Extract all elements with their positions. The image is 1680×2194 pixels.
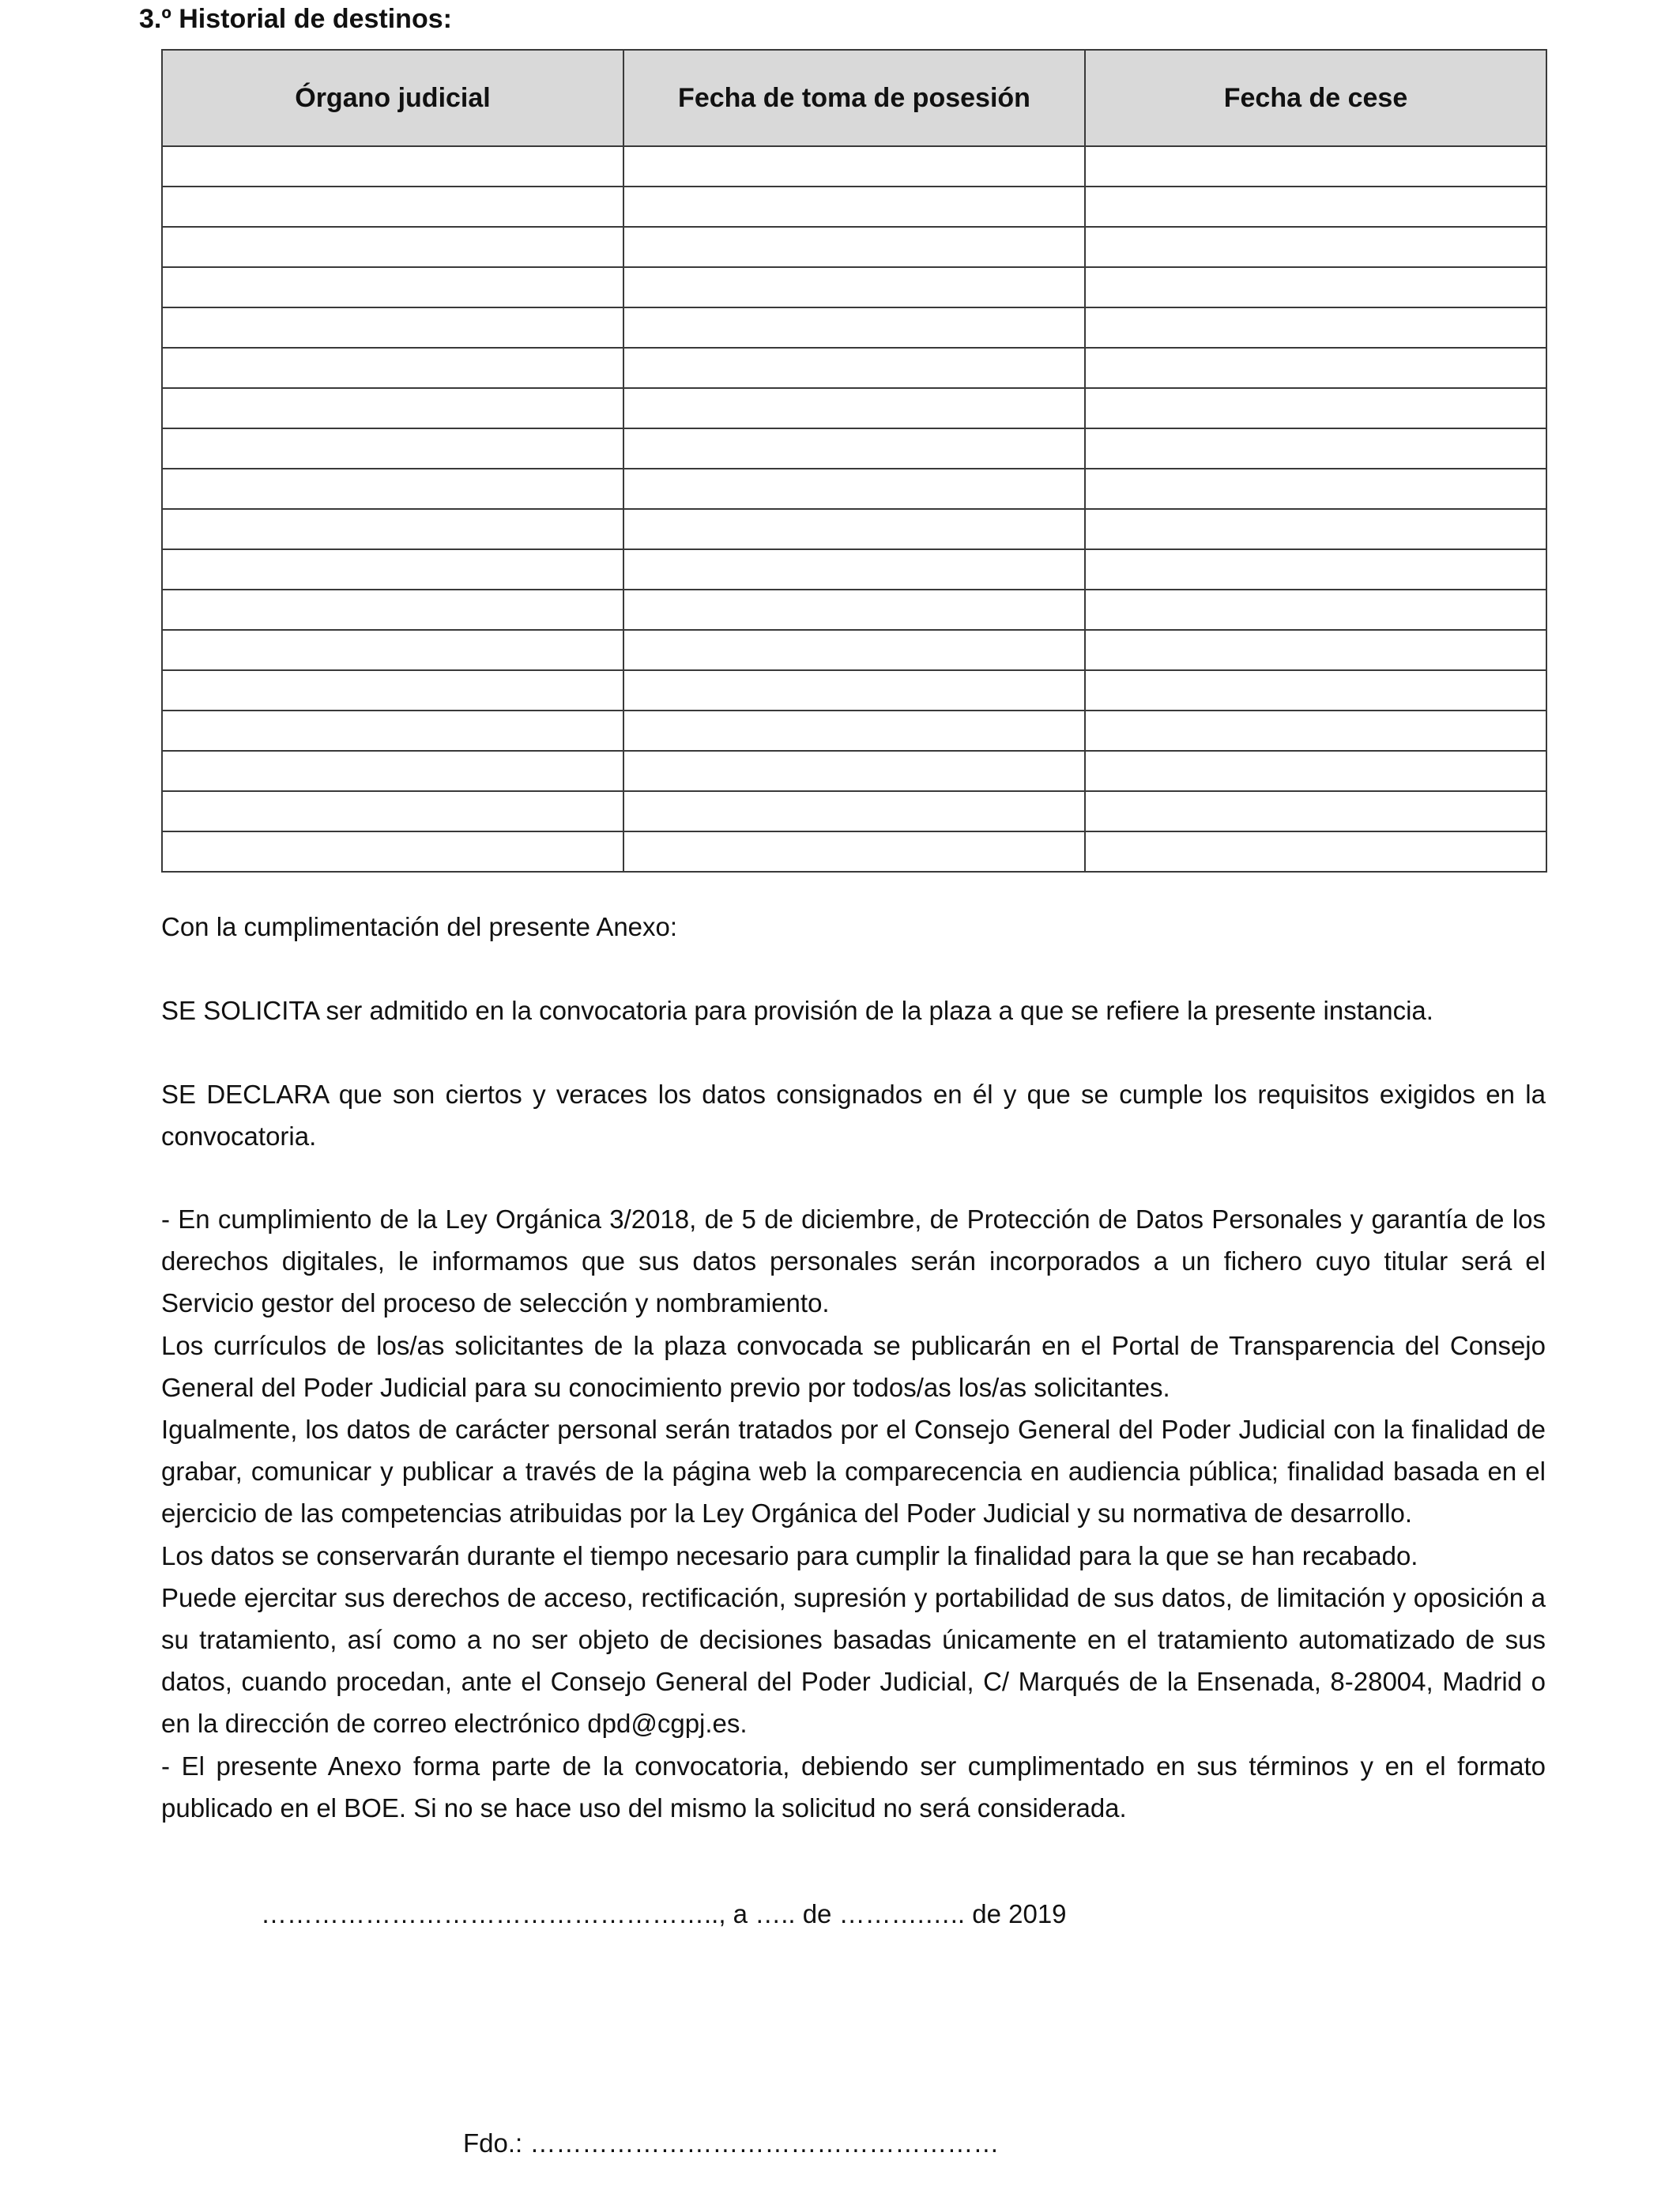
cell-fecha-cese [1085, 469, 1546, 509]
cell-fecha-cese [1085, 791, 1546, 831]
cell-fecha-toma-posesion [623, 751, 1085, 791]
cell-fecha-toma-posesion [623, 590, 1085, 630]
date-line: …………………………………………….., a ….. de ……….….. de 2019 [261, 1899, 1067, 1928]
table-row [162, 549, 1546, 590]
solicita-paragraph: SE SOLICITA ser admitido en la convocatoria para provisión de la plaza a que se refiere la presente instancia. [161, 996, 1433, 1025]
cell-fecha-cese [1085, 307, 1546, 348]
cell-fecha-cese [1085, 428, 1546, 469]
cell-fecha-toma-posesion [623, 388, 1085, 428]
cell-organo-judicial [162, 348, 623, 388]
cell-fecha-cese [1085, 831, 1546, 872]
cell-organo-judicial [162, 590, 623, 630]
privacy-paragraph: - En cumplimiento de la Ley Orgánica 3/2018, de 5 de diciembre, de Protección de Datos Personales y garantía de los derechos digitales, le informamos que sus datos personales serán incorporados a un fichero cuyo titular será el Servicio gestor del proceso de selección y nombramiento. [161, 1204, 1546, 1318]
cell-fecha-toma-posesion [623, 549, 1085, 590]
cell-fecha-cese [1085, 549, 1546, 590]
cell-fecha-toma-posesion [623, 509, 1085, 549]
cell-fecha-toma-posesion [623, 428, 1085, 469]
table-row [162, 670, 1546, 711]
cell-fecha-toma-posesion [623, 146, 1085, 187]
cell-fecha-cese [1085, 388, 1546, 428]
cell-organo-judicial [162, 307, 623, 348]
cell-organo-judicial [162, 791, 623, 831]
cell-organo-judicial [162, 227, 623, 267]
header-fecha-cese: Fecha de cese [1085, 50, 1546, 146]
cell-organo-judicial [162, 630, 623, 670]
cell-organo-judicial [162, 670, 623, 711]
cell-fecha-cese [1085, 670, 1546, 711]
cell-organo-judicial [162, 711, 623, 751]
cell-fecha-toma-posesion [623, 307, 1085, 348]
cell-fecha-cese [1085, 751, 1546, 791]
table-row [162, 711, 1546, 751]
cell-fecha-cese [1085, 590, 1546, 630]
cell-fecha-cese [1085, 227, 1546, 267]
cell-fecha-cese [1085, 711, 1546, 751]
cell-fecha-toma-posesion [623, 267, 1085, 307]
table-row [162, 267, 1546, 307]
table-header-row [162, 50, 1546, 146]
cell-fecha-cese [1085, 348, 1546, 388]
table-row [162, 630, 1546, 670]
privacy-paragraph: Los currículos de los/as solicitantes de la plaza convocada se publicarán en el Portal de Transparencia del Consejo General del Poder Judicial para su conocimiento previo por todos/as los/as solicitantes. [161, 1330, 1546, 1402]
table-body [162, 146, 1546, 872]
section-title: 3.º Historial de destinos: [139, 4, 452, 34]
table-row [162, 509, 1546, 549]
cell-organo-judicial [162, 549, 623, 590]
cell-fecha-toma-posesion [623, 630, 1085, 670]
privacy-paragraph: Igualmente, los datos de carácter personal serán tratados por el Consejo General del Poder Judicial con la finalidad de grabar, comunicar y publicar a través de la página web la comparecencia en audiencia pública; finalidad basada en el ejercicio de las competencias atribuidas por la Ley Orgánica del Poder Judicial y su normativa de desarrollo. [161, 1415, 1546, 1529]
cell-fecha-cese [1085, 267, 1546, 307]
cell-organo-judicial [162, 267, 623, 307]
cell-organo-judicial [162, 388, 623, 428]
table-row [162, 791, 1546, 831]
cell-fecha-toma-posesion [623, 227, 1085, 267]
cell-fecha-cese [1085, 509, 1546, 549]
cell-fecha-cese [1085, 630, 1546, 670]
cell-organo-judicial [162, 146, 623, 187]
cell-organo-judicial [162, 509, 623, 549]
cell-fecha-cese [1085, 187, 1546, 227]
table-row [162, 428, 1546, 469]
header-organo-judicial: Órgano judicial [162, 50, 623, 146]
cell-organo-judicial [162, 751, 623, 791]
table-row [162, 751, 1546, 791]
table-row [162, 348, 1546, 388]
table-row [162, 590, 1546, 630]
cell-fecha-cese [1085, 146, 1546, 187]
cell-fecha-toma-posesion [623, 711, 1085, 751]
cell-organo-judicial [162, 469, 623, 509]
cell-organo-judicial [162, 831, 623, 872]
cell-fecha-toma-posesion [623, 791, 1085, 831]
cell-fecha-toma-posesion [623, 348, 1085, 388]
table-row [162, 187, 1546, 227]
privacy-paragraph: - El presente Anexo forma parte de la convocatoria, debiendo ser cumplimentado en sus términos y en el formato publicado en el BOE. Si no se hace uso del mismo la solicitud no será considerada. [161, 1751, 1546, 1823]
cell-fecha-toma-posesion [623, 670, 1085, 711]
table-row [162, 469, 1546, 509]
cell-fecha-toma-posesion [623, 469, 1085, 509]
header-fecha-toma-posesion: Fecha de toma de posesión [623, 50, 1085, 146]
privacy-paragraph: Los datos se conservarán durante el tiempo necesario para cumplir la finalidad para la que se han recabado. [161, 1540, 1418, 1570]
declara-paragraph: SE DECLARA que son ciertos y veraces los datos consignados en él y que se cumple los requisitos exigidos en la convocatoria. [161, 1080, 1546, 1152]
cell-organo-judicial [162, 187, 623, 227]
cell-organo-judicial [162, 428, 623, 469]
cell-fecha-toma-posesion [623, 187, 1085, 227]
table-row [162, 831, 1546, 872]
privacy-notice [161, 1198, 1546, 1829]
privacy-paragraph: Puede ejercitar sus derechos de acceso, rectificación, supresión y portabilidad de sus datos, de limitación y oposición a su tratamiento, así como a no ser objeto de decisiones basadas únicamente en el tratamiento automatizado de sus datos, cuando procedan, ante el Consejo General del Poder Judicial, C/ Marqués de la Ensenada, 8-28004, Madrid o en la dirección de correo electrónico dpd@cgpj.es. [161, 1582, 1546, 1739]
signature-line: Fdo.: ……………………………………………… [463, 2128, 1000, 2158]
table-row [162, 388, 1546, 428]
cell-fecha-toma-posesion [623, 831, 1085, 872]
table-row [162, 307, 1546, 348]
table-row [162, 227, 1546, 267]
table-row [162, 146, 1546, 187]
destinos-table [161, 49, 1547, 873]
intro-paragraph: Con la cumplimentación del presente Anexo: [161, 912, 678, 941]
